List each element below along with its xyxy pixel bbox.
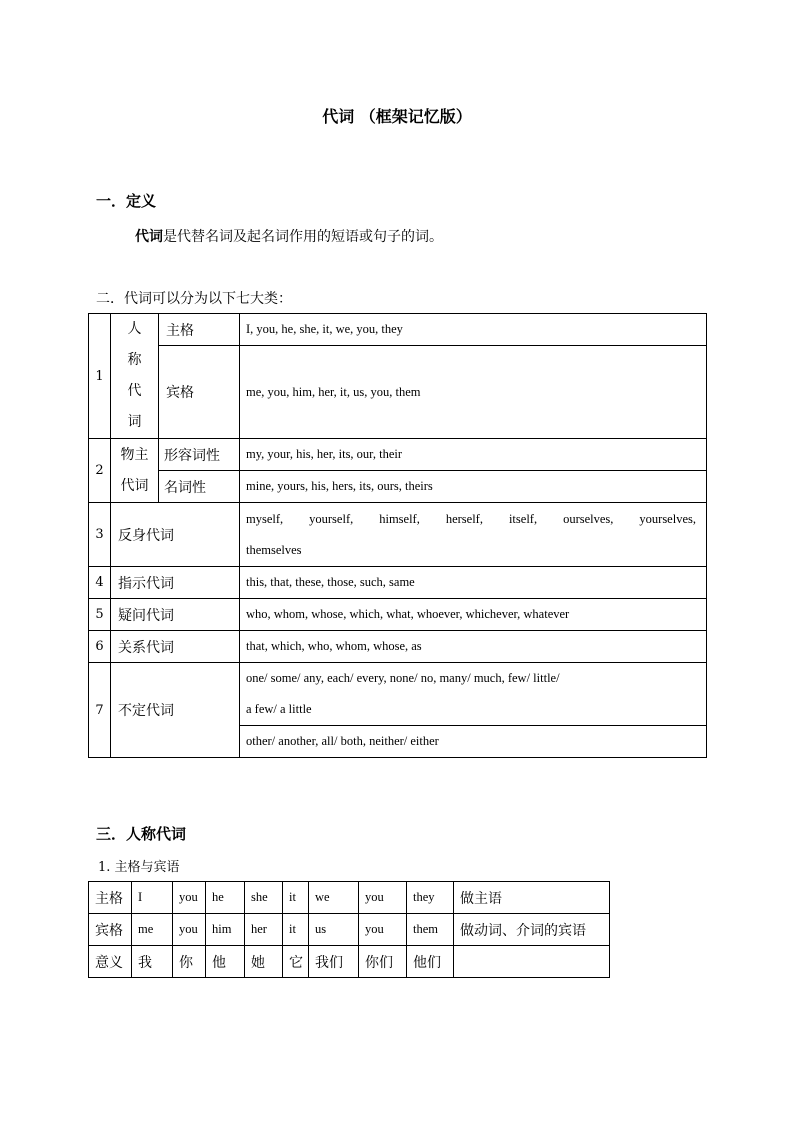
table-cell: we xyxy=(309,882,359,914)
words-line: one/ some/ any, each/ every, none/ no, many/ much, few/ little/ xyxy=(246,671,560,685)
table-cell: me xyxy=(132,914,173,946)
table-cell: I xyxy=(132,882,173,914)
table-cell: he xyxy=(206,882,245,914)
words-cell: that, which, who, whom, whose, as xyxy=(240,631,707,663)
category-char: 词 xyxy=(127,414,142,430)
table-row xyxy=(89,503,707,567)
table-cell: 我们 xyxy=(309,946,359,978)
category-possessive xyxy=(111,439,159,503)
table-cell: her xyxy=(245,914,283,946)
row-number: 5 xyxy=(89,599,111,631)
table-cell: it xyxy=(283,882,309,914)
words-cell: this, that, these, those, such, same xyxy=(240,567,707,599)
words-cell: mine, yours, his, hers, its, ours, theirs xyxy=(240,471,707,503)
words-cell xyxy=(240,503,707,567)
table-cell xyxy=(454,946,610,978)
table-cell: 它 xyxy=(283,946,309,978)
page-title: 代词 （框架记忆版） xyxy=(322,107,472,126)
table-cell: you xyxy=(173,882,206,914)
table-cell: 你们 xyxy=(359,946,407,978)
table-row xyxy=(89,882,610,914)
subcategory: 宾格 xyxy=(159,346,240,439)
table-row xyxy=(89,663,707,726)
table-cell: 宾格 xyxy=(89,914,132,946)
table-cell: us xyxy=(309,914,359,946)
subcategory: 主格 xyxy=(159,314,240,346)
category-line: 物主 xyxy=(120,446,149,463)
words-cell: my, your, his, her, its, our, their xyxy=(240,439,707,471)
words-cell: I, you, he, she, it, we, you, they xyxy=(240,314,707,346)
words-line: myself, yourself, himself, herself, itself, ourselves, yourselves, xyxy=(246,511,696,526)
personal-pronoun-table xyxy=(88,881,610,978)
category-char: 代 xyxy=(127,383,142,399)
table-cell: you xyxy=(173,914,206,946)
row-number: 4 xyxy=(89,567,111,599)
table-cell: you xyxy=(359,882,407,914)
section-heading-personal: 三．人称代词 xyxy=(96,825,187,843)
table-cell: 他 xyxy=(206,946,245,978)
words-cell: who, whom, whose, which, what, whoever, whichever, whatever xyxy=(240,599,707,631)
pronoun-categories-table xyxy=(88,313,707,758)
definition-term: 代词 xyxy=(135,229,163,245)
row-number: 2 xyxy=(89,439,111,503)
category-char: 人 xyxy=(127,321,142,337)
row-number: 3 xyxy=(89,503,111,567)
words-cell xyxy=(240,663,707,726)
table-cell: 他们 xyxy=(407,946,454,978)
table-row xyxy=(89,567,707,599)
definition-text xyxy=(135,226,443,246)
definition-body: 是代替名词及起名词作用的短语或句子的词。 xyxy=(163,229,443,245)
subcategory: 形容词性 xyxy=(159,439,240,471)
table-cell: 做主语 xyxy=(454,882,610,914)
words-line: a few/ a little xyxy=(246,702,312,716)
table-row xyxy=(89,599,707,631)
words-line: themselves xyxy=(246,542,302,557)
table-cell: she xyxy=(245,882,283,914)
category-relative: 关系代词 xyxy=(111,631,240,663)
table-cell: 做动词、介词的宾语 xyxy=(454,914,610,946)
category-reflexive: 反身代词 xyxy=(111,503,240,567)
table-cell: they xyxy=(407,882,454,914)
category-indefinite: 不定代词 xyxy=(111,663,240,758)
table-row xyxy=(89,946,610,978)
table-cell: 我 xyxy=(132,946,173,978)
subheading-subject-object: 1. 主格与宾语 xyxy=(98,860,180,875)
section-heading-definition: 一．定义 xyxy=(96,192,157,210)
table-cell: 你 xyxy=(173,946,206,978)
words-cell: me, you, him, her, it, us, you, them xyxy=(240,346,707,439)
section-heading-categories: 二．代词可以分为以下七大类： xyxy=(96,291,292,307)
table-cell: it xyxy=(283,914,309,946)
category-interrogative: 疑问代词 xyxy=(111,599,240,631)
category-char: 称 xyxy=(127,352,142,368)
table-cell: you xyxy=(359,914,407,946)
table-row xyxy=(89,471,707,503)
table-row xyxy=(89,439,707,471)
subcategory: 名词性 xyxy=(159,471,240,503)
category-demonstrative: 指示代词 xyxy=(111,567,240,599)
table-row xyxy=(89,346,707,439)
words-cell: other/ another, all/ both, neither/ either xyxy=(240,726,707,758)
category-line: 代词 xyxy=(120,477,149,494)
table-cell: 意义 xyxy=(89,946,132,978)
table-cell: 主格 xyxy=(89,882,132,914)
row-number: 6 xyxy=(89,631,111,663)
category-personal xyxy=(111,314,159,439)
table-row xyxy=(89,314,707,346)
table-cell: 她 xyxy=(245,946,283,978)
row-number: 7 xyxy=(89,663,111,758)
table-cell: him xyxy=(206,914,245,946)
table-cell: them xyxy=(407,914,454,946)
table-row xyxy=(89,631,707,663)
row-number: 1 xyxy=(89,314,111,439)
table-row xyxy=(89,914,610,946)
